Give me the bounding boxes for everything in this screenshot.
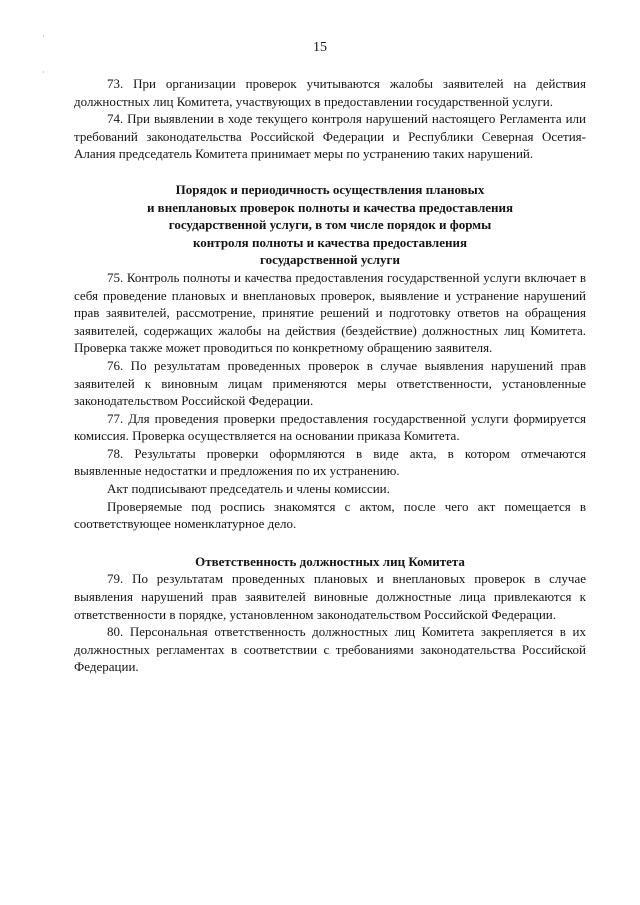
heading-line: Порядок и периодичность осуществления плановых: [175, 181, 485, 197]
section-heading-responsibility: Ответственность должностных лиц Комитета: [195, 553, 465, 569]
document-body: [74, 75, 586, 676]
paragraph-78: 78. Результаты проверки оформляются в виде акта, в котором отмечаются выявленные недостатки и предложения по их устранению.: [74, 445, 586, 479]
spacer: [74, 533, 586, 553]
margin-mark: ·: [42, 68, 45, 77]
paragraph-act-familiarization: Проверяемые под роспись знакомятся с актом, после чего акт помещается в соответствующее номенклатурное дело.: [74, 498, 586, 532]
margin-mark: ·: [42, 32, 45, 41]
heading-line: государственной услуги, в том числе порядок и формы: [168, 217, 492, 233]
section-heading-inspections: [74, 181, 586, 269]
paragraph-act-signing: Акт подписывают председатель и члены комиссии.: [107, 481, 390, 497]
paragraph-79: 79. По результатам проведенных плановых и внеплановых проверок в случае выявления нарушений прав заявителей виновные должностные лица привлекаются к ответственности в порядке, установленном законодательством Российской Федерации.: [74, 571, 586, 622]
heading-line: государственной услуги: [260, 252, 400, 268]
page-number: 15: [313, 40, 327, 55]
paragraph-75: 75. Контроль полноты и качества предоставления государственной услуги включает в себя проведение плановых и внеплановых проверок, выявление и устранение нарушений прав заявителей, рассмотрение, принятие решений и подготовку ответов на обращения заявителей, содержащих жалобы на действия (бездействие) должностных лиц Комитета. Проверка также может проводиться по конкретному обращению заявителя.: [74, 269, 586, 356]
heading-line: и внеплановых проверок полноты и качества предоставления: [146, 199, 514, 215]
paragraph-77: 77. Для проведения проверки предоставления государственной услуги формируется комиссия. Проверка осуществляется на основании приказа Комитета.: [74, 410, 586, 444]
paragraph-73: 73. При организации проверок учитываются жалобы заявителей на действия должностных лиц Комитета, участвующих в предоставлении государственной услуги.: [74, 76, 586, 109]
spacer: [74, 163, 586, 181]
paragraph-80: 80. Персональная ответственность должностных лиц Комитета закрепляется в их должностных регламентах в соответствии с требованиями законодательства Российской Федерации.: [74, 624, 586, 675]
heading-line: контроля полноты и качества предоставления: [192, 234, 468, 250]
paragraph-76: 76. По результатам проведенных проверок в случае выявления нарушений прав заявителей к виновным лицам применяются меры ответственности, установленные законодательством Российской Федерации.: [74, 357, 586, 409]
paragraph-74: 74. При выявлении в ходе текущего контроля нарушений настоящего Регламента или требований законодательства Российской Федерации и Республики Северная Осетия-Алания председатель Комитета принимает меры по устранению таких нарушений.: [74, 111, 586, 162]
